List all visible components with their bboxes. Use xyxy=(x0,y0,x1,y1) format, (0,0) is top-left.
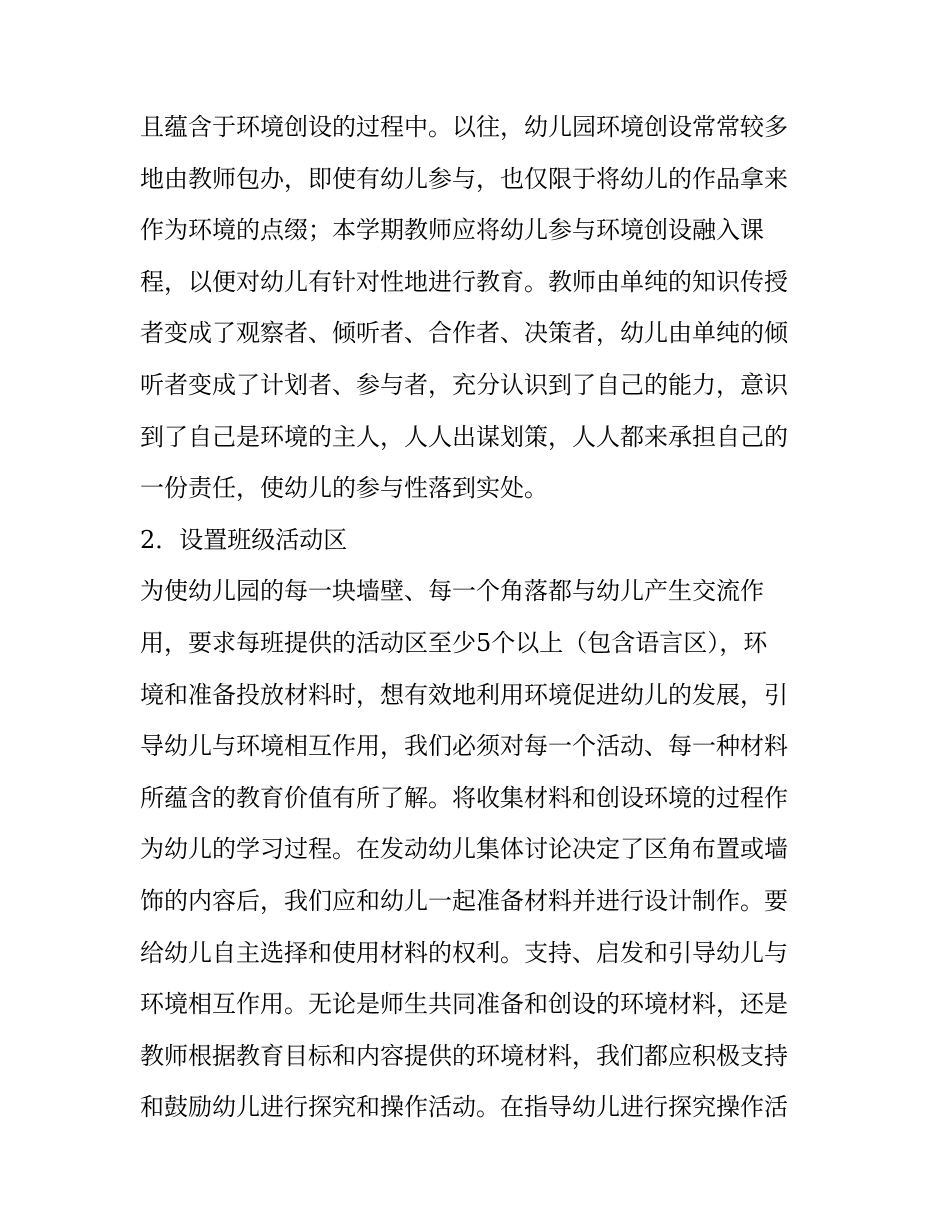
text-line: 环境相互作用。无论是师生共同准备和创设的环境材料，还是 xyxy=(140,990,788,1019)
text-line: 作为环境的点缀；本学期教师应将幼儿参与环境创设融入课 xyxy=(140,216,764,245)
text-line: 用，要求每班提供的活动区至少5个以上（包含语言区），环 xyxy=(140,628,768,657)
text-line: 一份责任，使幼儿的参与性落到实处。 xyxy=(140,474,548,503)
text-line: 所蕴含的教育价值有所了解。将收集材料和创设环境的过程作 xyxy=(140,783,788,812)
text-line: 教师根据教育目标和内容提供的环境材料，我们都应积极支持 xyxy=(140,1041,788,1070)
text-line: 给幼儿自主选择和使用材料的权利。支持、启发和引导幼儿与 xyxy=(140,938,788,967)
text-line: 程，以便对幼儿有针对性地进行教育。教师由单纯的知识传授 xyxy=(140,267,788,296)
text-line: 为幼儿的学习过程。在发动幼儿集体讨论决定了区角布置或墙 xyxy=(140,835,788,864)
text-line: 者变成了观察者、倾听者、合作者、决策者，幼儿由单纯的倾 xyxy=(140,319,788,348)
text-line: 为使幼儿园的每一块墙壁、每一个角落都与幼儿产生交流作 xyxy=(140,577,764,606)
text-line: 导幼儿与环境相互作用，我们必须对每一个活动、每一种材料 xyxy=(140,732,788,761)
text-line: 和鼓励幼儿进行探究和操作活动。在指导幼儿进行探究操作活 xyxy=(140,1093,788,1122)
text-line: 听者变成了计划者、参与者，充分认识到了自己的能力，意识 xyxy=(140,370,788,399)
text-line: 地由教师包办，即使有幼儿参与，也仅限于将幼儿的作品拿来 xyxy=(140,164,788,193)
section-heading: 2．设置班级活动区 xyxy=(140,525,348,554)
text-line: 且蕴含于环境创设的过程中。以往，幼儿园环境创设常常较多 xyxy=(140,113,788,141)
text-line: 境和准备投放材料时，想有效地利用环境促进幼儿的发展，引 xyxy=(140,680,788,709)
text-line: 到了自己是环境的主人，人人出谋划策，人人都来承担自己的 xyxy=(140,422,788,451)
body-text xyxy=(140,102,820,1134)
text-line: 饰的内容后，我们应和幼儿一起准备材料并进行设计制作。要 xyxy=(140,886,788,915)
